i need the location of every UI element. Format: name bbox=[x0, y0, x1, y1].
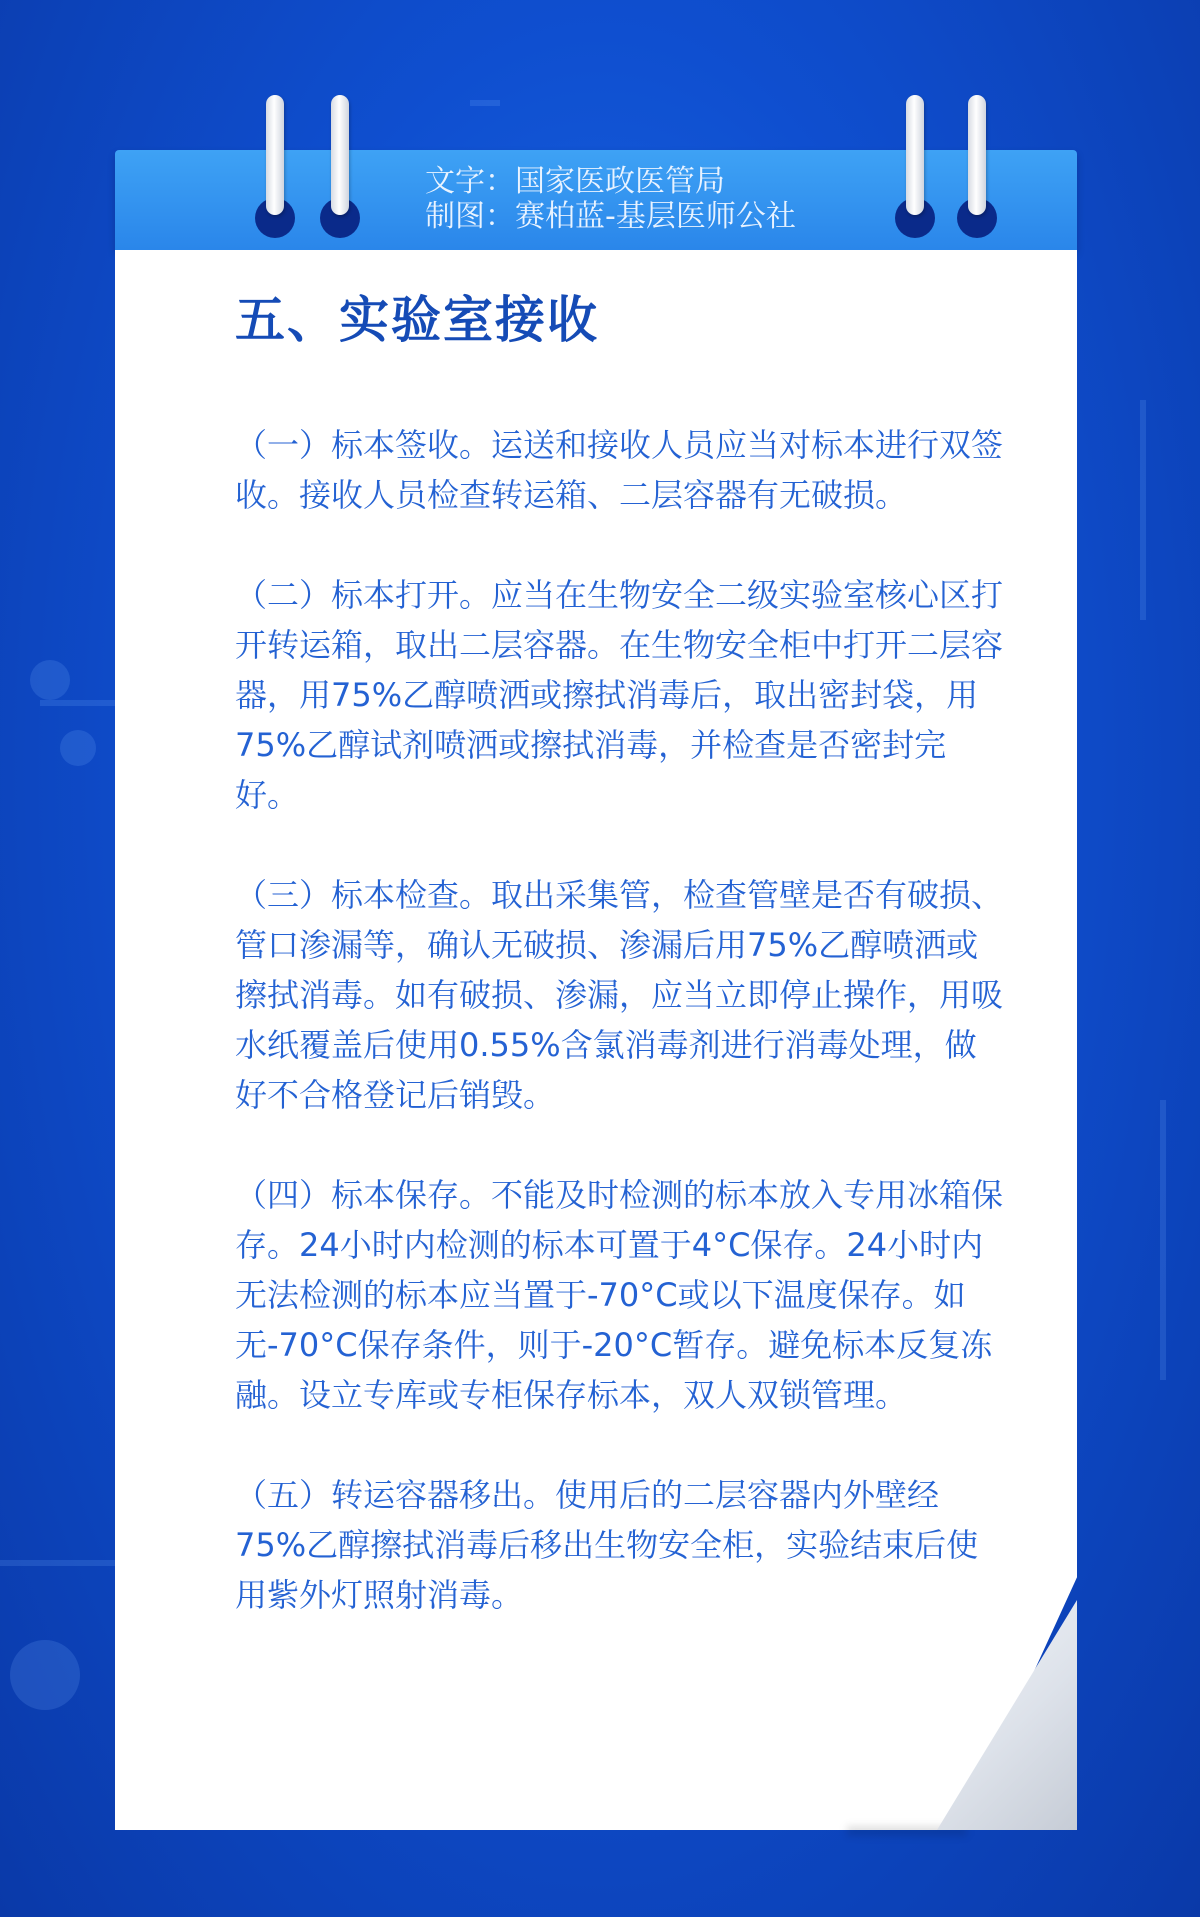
paragraph-3: （三）标本检查。取出采集管，检查管壁是否有破损、管口渗漏等，确认无破损、渗漏后用75%乙醇喷洒或擦拭消毒。如有破损、渗漏，应当立即停止操作，用吸水纸覆盖后使用0.55%含氯消毒剂进行消毒处理，做好不合格登记后销毁。 bbox=[235, 876, 1004, 1114]
binder-ring bbox=[968, 95, 986, 215]
binder-ring bbox=[906, 95, 924, 215]
paragraph-1: （一）标本签收。运送和接收人员应当对标本进行双签收。接收人员检查转运箱、二层容器有无破损。 bbox=[235, 426, 1004, 514]
binder-ring bbox=[266, 95, 284, 215]
credits-text-line: 文字：国家医政医管局 bbox=[425, 164, 725, 199]
notepad bbox=[115, 150, 1077, 1830]
notepad-header bbox=[115, 150, 1077, 250]
credits bbox=[425, 164, 885, 234]
paragraph-4: （四）标本保存。不能及时检测的标本放入专用冰箱保存。24小时内检测的标本可置于4°C保存。24小时内无法检测的标本应当置于-70°C或以下温度保存。如无-70°C保存条件，则于-20°C暂存。避免标本反复冻融。设立专库或专柜保存标本，双人双锁管理。 bbox=[235, 1176, 1004, 1414]
document-content bbox=[235, 290, 1005, 1620]
paragraph-2: （二）标本打开。应当在生物安全二级实验室核心区打开转运箱，取出二层容器。在生物安全柜中打开二层容器，用75%乙醇喷洒或擦拭消毒后，取出密封袋，用75%乙醇试剂喷洒或擦拭消毒，并检查是否密封完好。 bbox=[235, 576, 1004, 814]
credits-design-line: 制图：赛柏蓝-基层医师公社 bbox=[425, 199, 796, 234]
binder-ring bbox=[331, 95, 349, 215]
paragraph-5: （五）转运容器移出。使用后的二层容器内外壁经75%乙醇擦拭消毒后移出生物安全柜，实验结束后使用紫外灯照射消毒。 bbox=[235, 1476, 979, 1614]
section-title: 五、实验室接收 bbox=[235, 291, 599, 349]
